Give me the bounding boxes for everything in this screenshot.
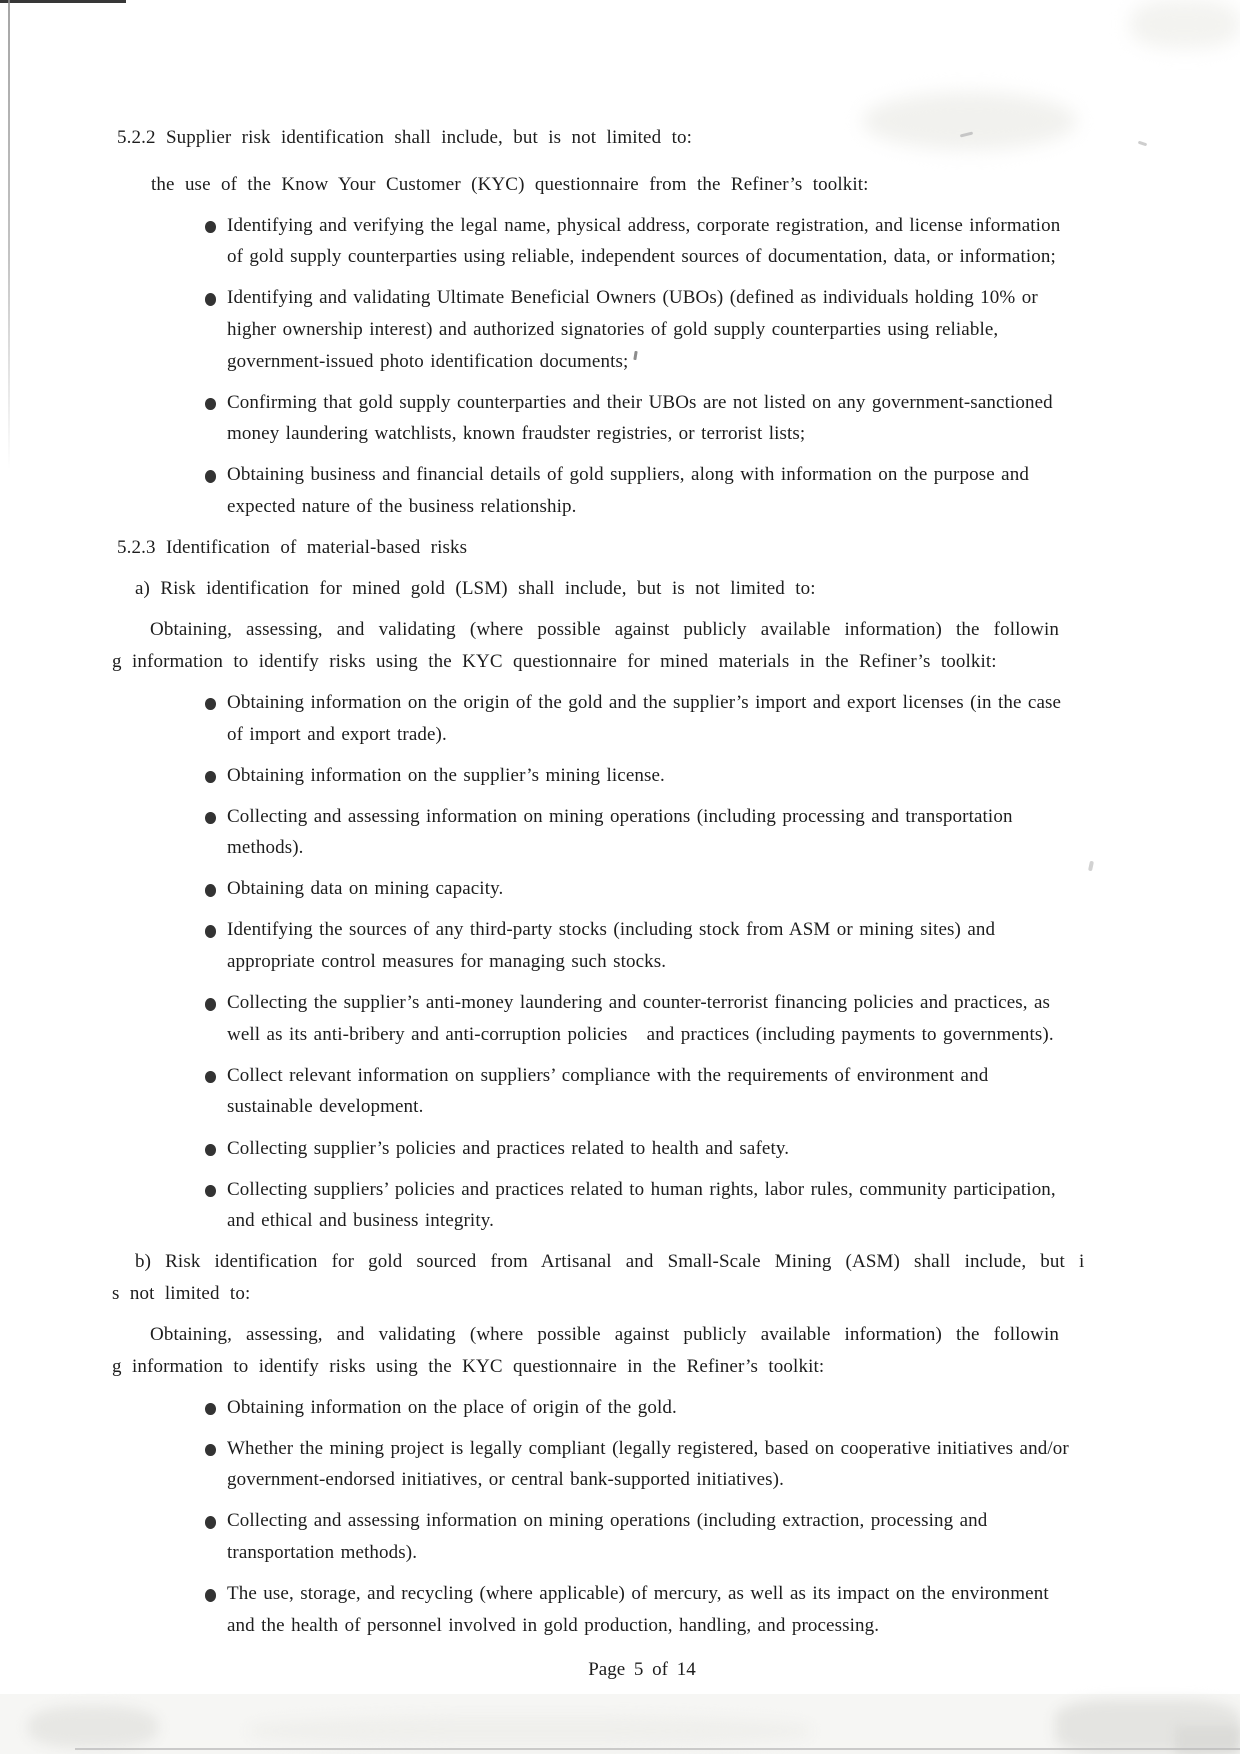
text-line: transportation methods). <box>227 1542 418 1564</box>
text-line: of import and export trade). <box>227 723 447 745</box>
bullet-item <box>117 210 1159 273</box>
bullet-item <box>117 387 1159 450</box>
text-line: Identifying the sources of any third-party stocks (including stock from ASM or mining sites) and <box>227 919 996 941</box>
text-line: b) Risk identification for gold sourced from Artisanal and Small-Scale Mining (ASM) shall include, but i <box>135 1251 1085 1273</box>
text-line: Collecting the supplier’s anti-money laundering and counter-terrorist financing policies and practices, as <box>227 992 1051 1014</box>
sub-heading <box>135 573 1159 605</box>
text-line: Confirming that gold supply counterparties and their UBOs are not listed on any government-sanctioned <box>227 391 1053 413</box>
text-line: and ethical and business integrity. <box>227 1210 494 1232</box>
bullet-item <box>117 1433 1159 1496</box>
scan-artifact-topright-corner <box>1130 0 1240 48</box>
text-line: higher ownership interest) and authorized signatories of gold supply counterparties using reliable, <box>227 318 999 340</box>
text-line: The use, storage, and recycling (where applicable) of mercury, as well as its impact on the environment <box>227 1583 1049 1605</box>
bullet-icon <box>205 293 216 306</box>
text-line: Collecting and assessing information on mining operations (including processing and transportation <box>227 805 1013 827</box>
section-heading <box>117 122 1159 154</box>
text-line: Collect relevant information on suppliers’ compliance with the requirements of environment and <box>227 1064 989 1086</box>
text-line: Obtaining business and financial details of gold suppliers, along with information on the purpose and <box>227 464 1029 486</box>
text-line: Obtaining, assessing, and validating (where possible against publicly available information) the followin <box>150 1324 1059 1345</box>
bullet-icon <box>205 884 216 897</box>
bullet-icon <box>205 1144 216 1157</box>
paragraph <box>151 169 1159 201</box>
bullet-icon <box>205 1444 216 1457</box>
scan-artifact-top-edge <box>0 0 126 3</box>
bullet-item <box>117 1392 1159 1424</box>
bullet-icon <box>205 925 216 938</box>
text-line: Identifying and validating Ultimate Beneficial Owners (UBOs) (defined as individuals holding 10% or <box>227 287 1038 309</box>
paragraph <box>112 614 1159 677</box>
text-line: and the health of personnel involved in gold production, handling, and processing. <box>227 1614 880 1636</box>
text-line: Collecting supplier’s policies and practices related to health and safety. <box>227 1137 790 1159</box>
text-line: government-endorsed initiatives, or central bank-supported initiatives). <box>227 1469 784 1491</box>
text-line: a) Risk identification for mined gold (LSM) shall include, but is not limited to: <box>135 578 816 600</box>
bullet-item <box>117 914 1159 977</box>
bullet-icon <box>205 698 216 711</box>
bullet-icon <box>205 998 216 1011</box>
text-line: Collecting and assessing information on mining operations (including extraction, processing and <box>227 1510 988 1532</box>
text-line: of gold supply counterparties using reliable, independent sources of documentation, data, or information; <box>227 246 1056 268</box>
bullet-icon <box>205 1071 216 1084</box>
bullet-item <box>117 687 1159 750</box>
text-line: Obtaining information on the supplier’s mining license. <box>227 764 665 786</box>
text-line: Obtaining information on the origin of the gold and the supplier’s import and export licenses (in the case <box>227 691 1062 713</box>
text-line: well as its anti-bribery and anti-corruption policies and practices (including payments to governments). <box>227 1023 1054 1045</box>
bullet-item <box>117 1133 1159 1165</box>
bullet-icon <box>205 771 216 784</box>
bullet-icon <box>205 470 216 483</box>
text-line: Identifying and verifying the legal name, physical address, corporate registration, and license information <box>227 214 1061 236</box>
scan-artifact-bottom-smudge <box>1175 1726 1240 1754</box>
text-line: Obtaining, assessing, and validating (where possible against publicly available information) the followin <box>150 619 1059 641</box>
section-heading <box>117 532 1159 564</box>
scan-artifact-bottom-smudge <box>1055 1700 1240 1754</box>
text-line: Obtaining data on mining capacity. <box>227 878 504 900</box>
text-line: sustainable development. <box>227 1096 424 1118</box>
text-line: 5.2.2 Supplier risk identification shall include, but is not limited to: <box>117 127 692 148</box>
bullet-icon <box>205 812 216 825</box>
text-line: appropriate control measures for managing such stocks. <box>227 951 667 973</box>
text-line: money laundering watchlists, known fraudster registries, or terrorist lists; <box>227 423 806 445</box>
bullet-item <box>117 1505 1159 1568</box>
text-line: g information to identify risks using the KYC questionnaire in the Refiner’s toolkit: <box>112 1355 825 1377</box>
scan-artifact-bottom-smudge <box>250 1716 810 1746</box>
scan-artifact-bottom-band <box>0 1694 1240 1754</box>
page-number: Page 5 of 14 <box>588 1659 696 1680</box>
bullet-item <box>117 801 1159 864</box>
scan-artifact-bottom-line <box>75 1748 1240 1750</box>
text-line: government-issued photo identification documents; <box>227 350 629 372</box>
text-line: g information to identify risks using the KYC questionnaire for mined materials in the Refiner’s toolkit: <box>112 650 997 672</box>
bullet-item <box>117 1174 1159 1237</box>
bullet-icon <box>205 398 216 411</box>
bullet-icon <box>205 1185 216 1198</box>
text-line: 5.2.3 Identification of material-based risks <box>117 537 468 559</box>
bullet-item <box>117 873 1159 905</box>
document-body <box>112 122 1159 1641</box>
bullet-icon <box>205 1403 216 1416</box>
bullet-item <box>117 760 1159 792</box>
bullet-item <box>117 459 1159 522</box>
bullet-item <box>117 987 1159 1050</box>
text-line: expected nature of the business relationship. <box>227 495 577 517</box>
text-line: Obtaining information on the place of origin of the gold. <box>227 1396 677 1418</box>
sub-heading <box>112 1246 1159 1309</box>
bullet-item <box>117 1060 1159 1123</box>
bullet-icon <box>205 1589 216 1602</box>
paragraph <box>112 1319 1159 1382</box>
scan-artifact-bottom-smudge <box>28 1706 158 1748</box>
scan-artifact-left-line <box>8 0 10 470</box>
text-line: s not limited to: <box>112 1282 251 1304</box>
text-line: Collecting suppliers’ policies and practices related to human rights, labor rules, community participation, <box>227 1178 1056 1200</box>
text-line: Whether the mining project is legally compliant (legally registered, based on cooperative initiatives and/or <box>227 1437 1069 1459</box>
text-line: methods). <box>227 837 304 859</box>
bullet-icon <box>205 1516 216 1529</box>
bullet-item <box>117 282 1159 377</box>
text-line: the use of the Know Your Customer (KYC) questionnaire from the Refiner’s toolkit: <box>151 173 869 195</box>
bullet-item <box>117 1578 1159 1641</box>
bullet-icon <box>205 221 216 234</box>
